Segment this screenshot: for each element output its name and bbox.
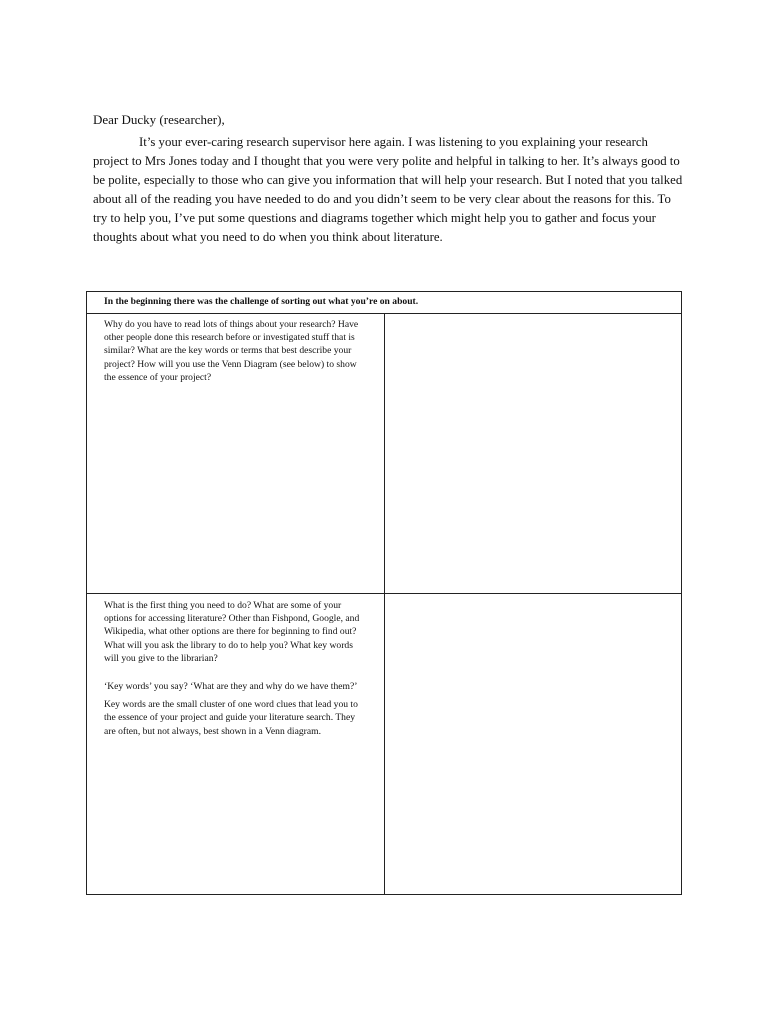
question-text-2: What is the first thing you need to do? What are some of your options for accessing literature? Other than Fishpond, Google, and Wikipedia, what other options are there for beginning to find out? What will you ask the library to do to help you? What key words will you give to the librarian? xyxy=(104,600,360,664)
question-cell-1 xyxy=(104,318,362,384)
keywords-question: ‘Key words’ you say? ‘What are they and why do we have them?’ xyxy=(104,681,358,693)
keywords-definition: Key words are the small cluster of one word clues that lead you to the essence of your project and guide your literature search. They are often, but not always, best shown in a Venn diagram. xyxy=(104,699,358,737)
question-cell-2 xyxy=(104,599,362,738)
letter-salutation: Dear Ducky (researcher), xyxy=(93,112,225,127)
column-divider xyxy=(384,314,385,894)
worksheet-header: In the beginning there was the challenge of sorting out what you’re on about. xyxy=(87,292,681,314)
row-divider xyxy=(87,593,681,594)
answer-cell-2[interactable] xyxy=(392,599,672,889)
answer-cell-1[interactable] xyxy=(392,318,672,586)
worksheet-table xyxy=(86,291,682,895)
letter-body: It’s your ever-caring research supervisor here again. I was listening to you explaining your research project to Mrs Jones today and I thought that you were very polite and helpful in talking to her. It’s always good to be polite, especially to those who can give you information that will help your research. But I noted that you talked about all of the reading you have needed to do and you didn’t seem to be very clear about the reasons for this. To try to help you, I’ve put some questions and diagrams together which might help you to gather and focus your thoughts about what you need to do when you think about literature. xyxy=(93,135,683,244)
question-text-1: Why do you have to read lots of things about your research? Have other people done this research before or investigated stuff that is similar? What are the key words or terms that best describe your project? How will you use the Venn Diagram (see below) to show the essence of your project? xyxy=(104,319,359,383)
